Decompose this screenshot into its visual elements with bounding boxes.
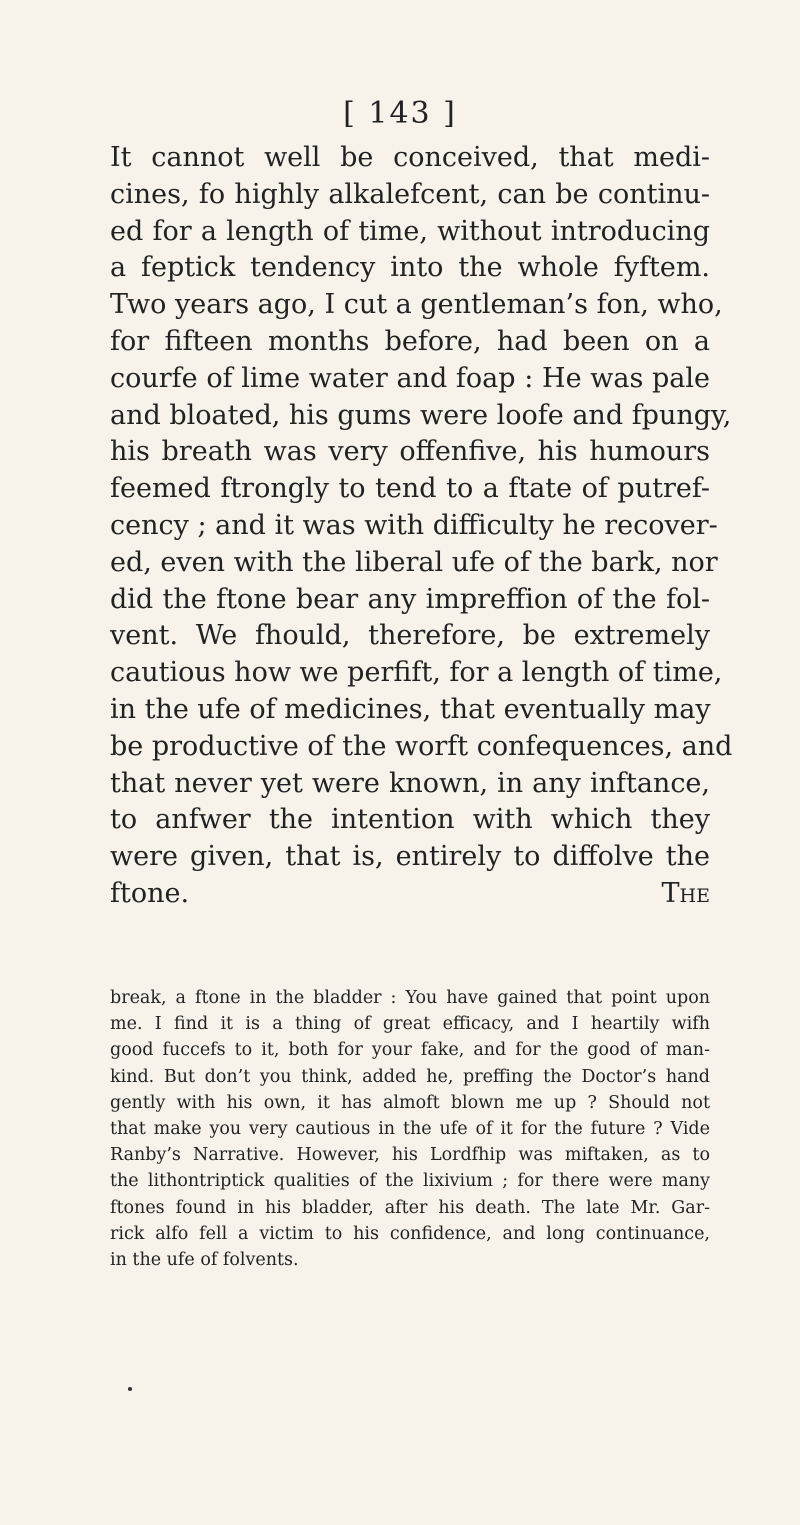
text-line: ed for a length of time, without introducing bbox=[110, 215, 710, 247]
footnote-line: Ranby’s Narrative. However, his Lordfhip was miftaken, as to bbox=[110, 1145, 710, 1166]
page-number-header: [ 143 ] bbox=[343, 96, 457, 131]
text-line: cautious how we perfift, for a length of time, bbox=[110, 657, 723, 689]
text-line: It cannot well be conceived, that medi- bbox=[110, 142, 710, 173]
text-line: cines, fo highly alkalefcent, can be continu- bbox=[110, 178, 710, 210]
text-line: a feptick tendency into the whole fyftem. bbox=[110, 252, 710, 284]
text-line: in the ufe of medicines, that eventually may bbox=[110, 693, 711, 725]
text-line: did the ftone bear any impreffion of the fol- bbox=[110, 583, 710, 615]
text-line: for fifteen months before, had been on a bbox=[110, 325, 710, 357]
final-line-text: ftone. bbox=[110, 877, 190, 909]
footnote-line: me. I find it is a thing of great efficacy, and I heartily wifh bbox=[110, 1014, 710, 1035]
text-line: and bloated, his gums were loofe and fpungy, bbox=[110, 399, 732, 431]
text-line: cency ; and it was with difficulty he recover- bbox=[110, 509, 718, 541]
text-line: vent. We fhould, therefore, be extremely bbox=[110, 620, 710, 652]
catchword: The bbox=[661, 877, 710, 909]
footnote-line: break, a ftone in the bladder : You have gained that point upon bbox=[110, 988, 710, 1008]
footnote-line: kind. But don’t you think, added he, preffing the Doctor’s hand bbox=[110, 1066, 710, 1087]
text-line: feemed ftrongly to tend to a ftate of putref- bbox=[110, 473, 710, 505]
text-line: to anfwer the intention with which they bbox=[110, 804, 710, 836]
text-line: his breath was very offenfive, his humours bbox=[110, 436, 710, 468]
text-line: Two years ago, I cut a gentleman’s fon, who, bbox=[110, 289, 723, 321]
text-line: courfe of lime water and foap : He was pale bbox=[110, 362, 710, 394]
text-line: ed, even with the liberal ufe of the bark, nor bbox=[110, 546, 718, 578]
footnote-line: ftones found in his bladder, after his death. The late Mr. Gar- bbox=[110, 1197, 710, 1218]
footnote-line: the lithontriptick qualities of the lixivium ; for there were many bbox=[110, 1171, 710, 1192]
footnote-line: that make you very cautious in the ufe of it for the future ? Vide bbox=[110, 1119, 710, 1140]
footnote-line: good fuccefs to it, both for your fake, and for the good of man- bbox=[110, 1040, 710, 1061]
footnote-line: rick alfo fell a victim to his confidence, and long continuance, bbox=[110, 1223, 710, 1244]
footnote-line: gently with his own, it has almoft blown me up ? Should not bbox=[110, 1092, 710, 1113]
main-text-block bbox=[110, 140, 733, 913]
ink-dot bbox=[128, 1387, 132, 1391]
text-line: were given, that is, entirely to diffolve the bbox=[110, 841, 710, 873]
text-line: be productive of the worft confequences, and bbox=[110, 730, 733, 762]
text-line: that never yet were known, in any inftance, bbox=[110, 767, 710, 799]
footnote-block bbox=[110, 985, 710, 1273]
footnote-line-final: in the ufe of folvents. bbox=[110, 1250, 299, 1271]
text-line-final bbox=[110, 876, 710, 913]
